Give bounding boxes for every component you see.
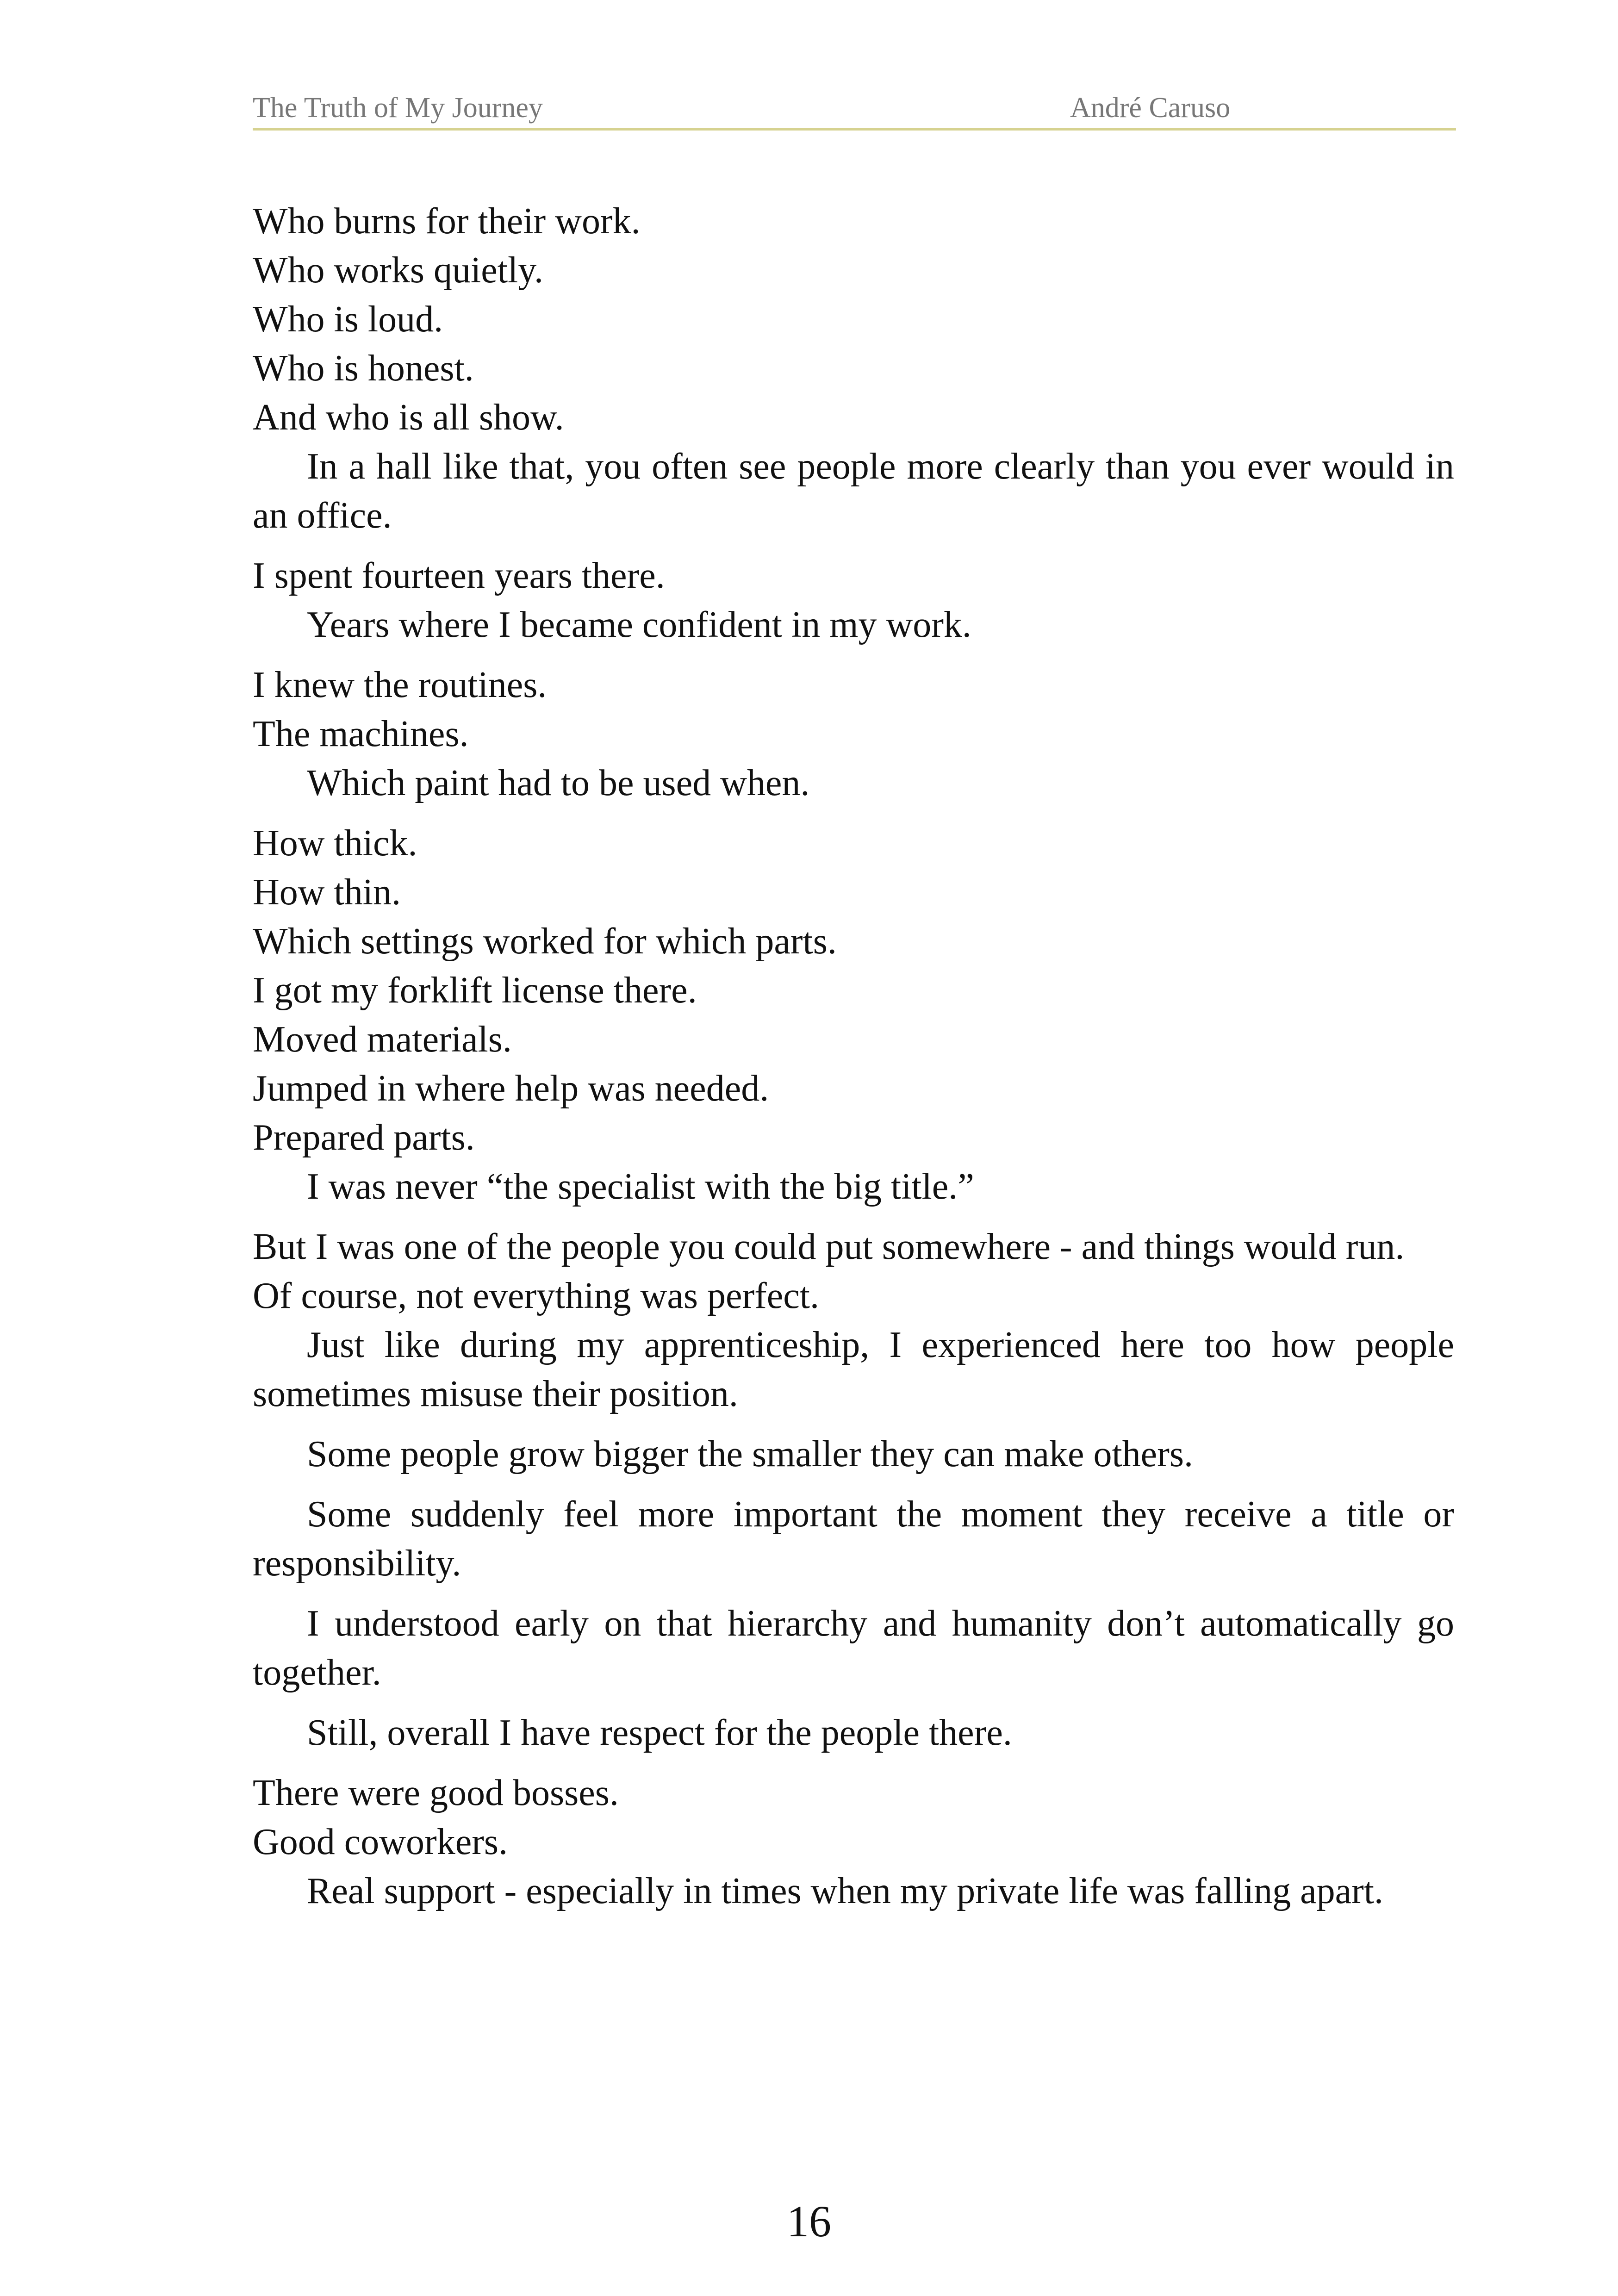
paragraph: Real support - especially in times when my private life was falling apart. (307, 1871, 1383, 1911)
paragraph: Some people grow bigger the smaller they can make others. (307, 1434, 1193, 1475)
paragraph: Some suddenly feel more important the moment they receive a title or responsibility. (253, 1494, 1454, 1584)
paragraph: Who works quietly. (253, 250, 544, 291)
paragraph: The machines. (253, 714, 469, 754)
paragraph: I got my forklift license there. (253, 970, 697, 1011)
paragraph: Of course, not everything was perfect. (253, 1276, 819, 1316)
page-number: 16 (787, 2196, 831, 2246)
header-author: André Caruso (1070, 92, 1231, 124)
paragraph: Just like during my apprenticeship, I experienced here too how people sometimes misuse their position. (253, 1325, 1454, 1414)
paragraph: Still, overall I have respect for the people there. (307, 1712, 1012, 1753)
paragraph: How thick. (253, 823, 417, 864)
paragraph: Who burns for their work. (253, 201, 641, 242)
paragraph: Good coworkers. (253, 1822, 508, 1862)
paragraph: Jumped in where help was needed. (253, 1068, 769, 1109)
paragraph: In a hall like that, you often see people more clearly than you ever would in an office. (253, 446, 1454, 536)
paragraph: There were good bosses. (253, 1773, 619, 1813)
paragraph: Which settings worked for which parts. (253, 921, 837, 962)
paragraph: Who is loud. (253, 299, 443, 340)
page-body (253, 197, 1454, 1916)
paragraph: I spent fourteen years there. (253, 555, 665, 596)
header-book-title: The Truth of My Journey (253, 92, 543, 124)
paragraph: I understood early on that hierarchy and humanity don’t automatically go together. (253, 1603, 1454, 1693)
paragraph: Years where I became confident in my work. (307, 604, 971, 645)
paragraph: How thin. (253, 872, 401, 913)
running-header (253, 88, 1456, 131)
paragraph: I was never “the specialist with the big title.” (307, 1166, 974, 1207)
paragraph: Moved materials. (253, 1019, 512, 1060)
paragraph: Who is honest. (253, 348, 474, 389)
paragraph: I knew the routines. (253, 665, 547, 705)
paragraph: But I was one of the people you could put somewhere - and things would run. (253, 1226, 1405, 1267)
paragraph: And who is all show. (253, 397, 564, 438)
paragraph: Which paint had to be used when. (307, 763, 810, 803)
paragraph: Prepared parts. (253, 1117, 475, 1158)
